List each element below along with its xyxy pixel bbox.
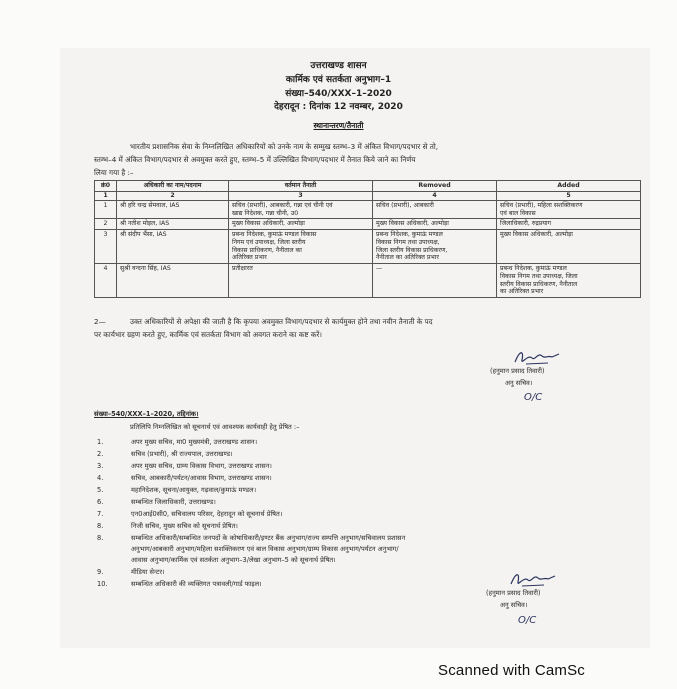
- col-header-name: अधिकारी का नाम/पदनाम: [117, 181, 229, 192]
- col-number: 3: [229, 192, 373, 201]
- cell-line: स्तरीय विकास प्राधिकरण, नैनीताल: [500, 280, 578, 288]
- distribution-item-number: 9.: [97, 568, 104, 576]
- para2-number: 2—: [94, 317, 106, 326]
- cell-officer-name: सुश्री वन्दना सिंह, IAS: [117, 264, 229, 298]
- distribution-item-number: 2.: [97, 450, 104, 458]
- cell-current-posting: [229, 219, 373, 230]
- distribution-item-number: 3.: [97, 462, 104, 470]
- distribution-item-number: 5.: [97, 486, 104, 494]
- distribution-item-text: सम्बन्धित अधिकारी की व्यक्तिगत पत्रावली/गार्ड फाइल।: [131, 580, 262, 588]
- table-row: [95, 230, 641, 264]
- distribution-item-text: सम्बन्धित अधिकारी/सम्बन्धित जनपदों के कोषाधिकारी/इण्टर बैंक अनुभाग/राज्य सम्पत्ति अनुभाग/सचिवालय प्रशासन: [131, 534, 406, 542]
- copy-intro: प्रतिलिपि निम्नलिखित को सूचनार्थ एवं आवश्यक कार्यवाही हेतु प्रेषित :–: [130, 423, 300, 431]
- distribution-item: [97, 533, 405, 542]
- cell-serial: 3: [95, 230, 117, 264]
- distribution-item-text: सचिव, आबकारी/पर्यटन/आवास विभाग, उत्तराखण्ड शासन।: [131, 474, 272, 482]
- cell-line: विकास निगम तथा उपाध्यक्ष,: [376, 238, 440, 246]
- distribution-item: [97, 437, 257, 446]
- cell-line: सचिव (प्रभारी), महिला सशक्तिकरण: [500, 201, 583, 209]
- table-row: [95, 219, 641, 230]
- col-header-removed: Removed: [373, 181, 497, 192]
- cell-line: मुख्य विकास अधिकारी, अल्मोड़ा: [500, 231, 573, 238]
- distribution-item-text: अपर मुख्य सचिव, मा0 मुख्यमंत्री, उत्तराखण्ड शासन।: [131, 438, 258, 446]
- signatory-designation-2: अनु सचिव।: [500, 601, 528, 609]
- cell-line: मुख्य विकास अधिकारी, अल्मोड़ा: [232, 220, 305, 228]
- header-order-number: संख्या–540/XXX–1–2020: [285, 89, 392, 99]
- distribution-item: [97, 497, 216, 506]
- table-header-row: [95, 181, 641, 192]
- cell-serial: 1: [95, 200, 117, 219]
- cell-line: —: [376, 265, 383, 272]
- col-header-added: Added: [497, 181, 641, 192]
- initial-mark-1: O/C: [524, 392, 543, 403]
- cell-line: सचिव (प्रभारी), आबकारी, गन्ना एवं चीनी एवं: [232, 201, 333, 209]
- cell-line: विकास प्राधिकरण, नैनीताल का: [232, 246, 302, 254]
- distribution-item: [97, 485, 256, 494]
- distribution-item-number: 1.: [97, 438, 104, 446]
- header-government: उत्तराखण्ड शासन: [310, 61, 367, 71]
- distribution-item-text: अपर मुख्य सचिव, ग्राम्य विकास विभाग, उत्तराखण्ड शासन।: [131, 462, 272, 470]
- table-row: [95, 200, 641, 219]
- col-header-sn: क्रं0: [95, 181, 117, 192]
- cell-added: [497, 219, 641, 230]
- signatory-name-2: (हनुमान प्रसाद तिवारी): [486, 589, 541, 597]
- copy-reference: संख्या–540/XXX–1–2020, तद्दिनांक।: [94, 410, 199, 418]
- distribution-item-text: मीडिया सेन्टर।: [131, 568, 165, 576]
- header-date: देहरादून : दिनांक 12 नवम्बर, 2020: [274, 102, 403, 112]
- distribution-item: [97, 521, 238, 530]
- distribution-item-text: एन0आई0सी0, सचिवालय परिसर, देहरादून को सूचनार्थ प्रेषित।: [131, 510, 283, 518]
- cell-officer-name: श्री नतीश मोइल, IAS: [117, 219, 229, 230]
- table-column-number-row: [95, 192, 641, 201]
- cell-line: अतिरिक्त प्रभार: [232, 254, 267, 262]
- table-row: [95, 264, 641, 298]
- table-body: [95, 200, 641, 297]
- cell-line: जिलाधिकारी, रुद्रप्रयाग: [500, 220, 552, 228]
- cell-line: नैनीताल का अतिरिक्त प्रभार: [376, 254, 439, 262]
- signatory-name-1: (हनुमान प्रसाद तिवारी): [490, 367, 545, 375]
- initial-mark-2: O/C: [518, 615, 537, 626]
- cell-line: एवं बाल विकास: [500, 209, 536, 217]
- distribution-item: [97, 544, 399, 553]
- cell-added: [497, 264, 641, 298]
- cell-line: का अतिरिक्त प्रभार: [500, 288, 544, 296]
- distribution-item-text: अनुभाग/आबकारी अनुभाग/महिला सशक्तिकरण एवं बाल विकास अनुभाग/ग्राम्य विकास अनुभाग/पर्यटन अनुभाग/: [131, 545, 399, 553]
- intro-line-2: स्तम्भ–4 में अंकित विभाग/पदभार से अवमुक्त करते हुए, स्तम्भ–5 में उल्लिखित विभाग/पदभार में तैनात किये जाने का निर्णय: [94, 155, 416, 164]
- cell-line: जिला स्तरीय विकास प्राधिकरण,: [376, 246, 448, 254]
- col-header-current: वर्तमान तैनाती: [229, 181, 373, 192]
- cell-current-posting: [229, 230, 373, 264]
- cell-officer-name: श्री हरि चन्द्र सेमवाल, IAS: [117, 200, 229, 219]
- cell-line: प्रबन्ध निदेशक, कुमाऊं मण्डल: [376, 231, 443, 238]
- cell-line: मुख्य विकास अधिकारी, अल्मोड़ा: [376, 220, 449, 228]
- header-department: कार्मिक एवं सतर्कता अनुभाग–1: [285, 75, 392, 85]
- signature-scribble-2: [508, 568, 558, 590]
- cell-officer-name: श्री संदीप भैंसा, IAS: [117, 230, 229, 264]
- cell-removed: [373, 219, 497, 230]
- distribution-item-text: महानिदेशक, सूचना/आयुक्त, गढ़वाल/कुमाऊं मण्डल।: [131, 486, 257, 494]
- cell-line: प्रतीक्षारत: [232, 265, 253, 272]
- distribution-item: [97, 555, 336, 564]
- cell-added: [497, 200, 641, 219]
- col-number: 4: [373, 192, 497, 201]
- para2-line-2: पर कार्यभार ग्रहण करते हुए, कार्मिक एवं सतर्कता विभाग को अवगत कराने का कष्ट करें।: [94, 330, 323, 339]
- signature-scribble-1: [512, 346, 562, 368]
- intro-line-3: लिया गया है :–: [94, 168, 134, 177]
- cell-removed: [373, 230, 497, 264]
- distribution-item: [97, 509, 282, 518]
- distribution-item: [97, 449, 233, 458]
- col-number: 5: [497, 192, 641, 201]
- subject-heading: स्थानान्तरण/तैनाती: [313, 121, 364, 130]
- cell-current-posting: [229, 264, 373, 298]
- distribution-item-text: सम्बन्धित जिलाधिकारी, उत्तराखण्ड।: [131, 498, 216, 506]
- cell-removed: [373, 264, 497, 298]
- cell-line: निगम एवं उपाध्यक्ष, जिला स्तरीय: [232, 238, 306, 246]
- cell-line: प्रबन्ध निदेशक, कुमाऊं मण्डल: [500, 265, 567, 272]
- col-number: 1: [95, 192, 117, 201]
- distribution-item: [97, 461, 272, 470]
- distribution-item-number: 8.: [97, 534, 104, 542]
- para2-line-1: उक्त अधिकारियों से अपेक्षा की जाती है कि कृपया अवमुक्त विभाग/पदभार से कार्यमुक्त होने तथा नवीन तैनाती के पद: [130, 317, 433, 326]
- distribution-item: [97, 567, 165, 576]
- distribution-item-number: 8.: [97, 522, 104, 530]
- distribution-item-number: 7.: [97, 510, 104, 518]
- cell-line: सचिव (प्रभारी), आबकारी: [376, 201, 434, 209]
- col-number: 2: [117, 192, 229, 201]
- distribution-item: [97, 579, 262, 588]
- distribution-item-number: 10.: [97, 580, 108, 588]
- cell-line: प्रबन्ध निदेशक, कुमाऊं मण्डल विकास: [232, 231, 317, 238]
- distribution-item-number: 6.: [97, 498, 104, 506]
- cell-serial: 4: [95, 264, 117, 298]
- distribution-item-text: सचिव (प्रभारी), श्री राज्यपाल, उत्तराखण्ड।: [131, 450, 233, 458]
- cell-serial: 2: [95, 219, 117, 230]
- distribution-item-text: निजी सचिव, मुख्य सचिव को सूचनार्थ प्रेषित।: [131, 522, 238, 530]
- transfer-table: [94, 180, 641, 298]
- camscanner-watermark: Scanned with CamSc: [438, 662, 586, 679]
- cell-current-posting: [229, 200, 373, 219]
- cell-line: खाद्य निदेशक, गन्ना चीनी, उ0: [232, 209, 299, 217]
- distribution-item: [97, 473, 272, 482]
- cell-removed: [373, 200, 497, 219]
- signatory-designation-1: अनु सचिव।: [505, 379, 533, 387]
- cell-added: [497, 230, 641, 264]
- distribution-item-number: 4.: [97, 474, 104, 482]
- distribution-item-text: आवास अनुभाग/कार्मिक एवं सतर्कता अनुभाग–3/लेखा अनुभाग–5 को सूचनार्थ प्रेषित।: [131, 556, 336, 564]
- intro-line-1: भारतीय प्रशासनिक सेवा के निम्नलिखित अधिकारियों को उनके नाम के सम्मुख स्तम्भ–3 में अंकित विभाग/पदभार से तो,: [130, 142, 438, 151]
- cell-line: विकास निगम तथा उपाध्यक्ष, जिला: [500, 272, 578, 280]
